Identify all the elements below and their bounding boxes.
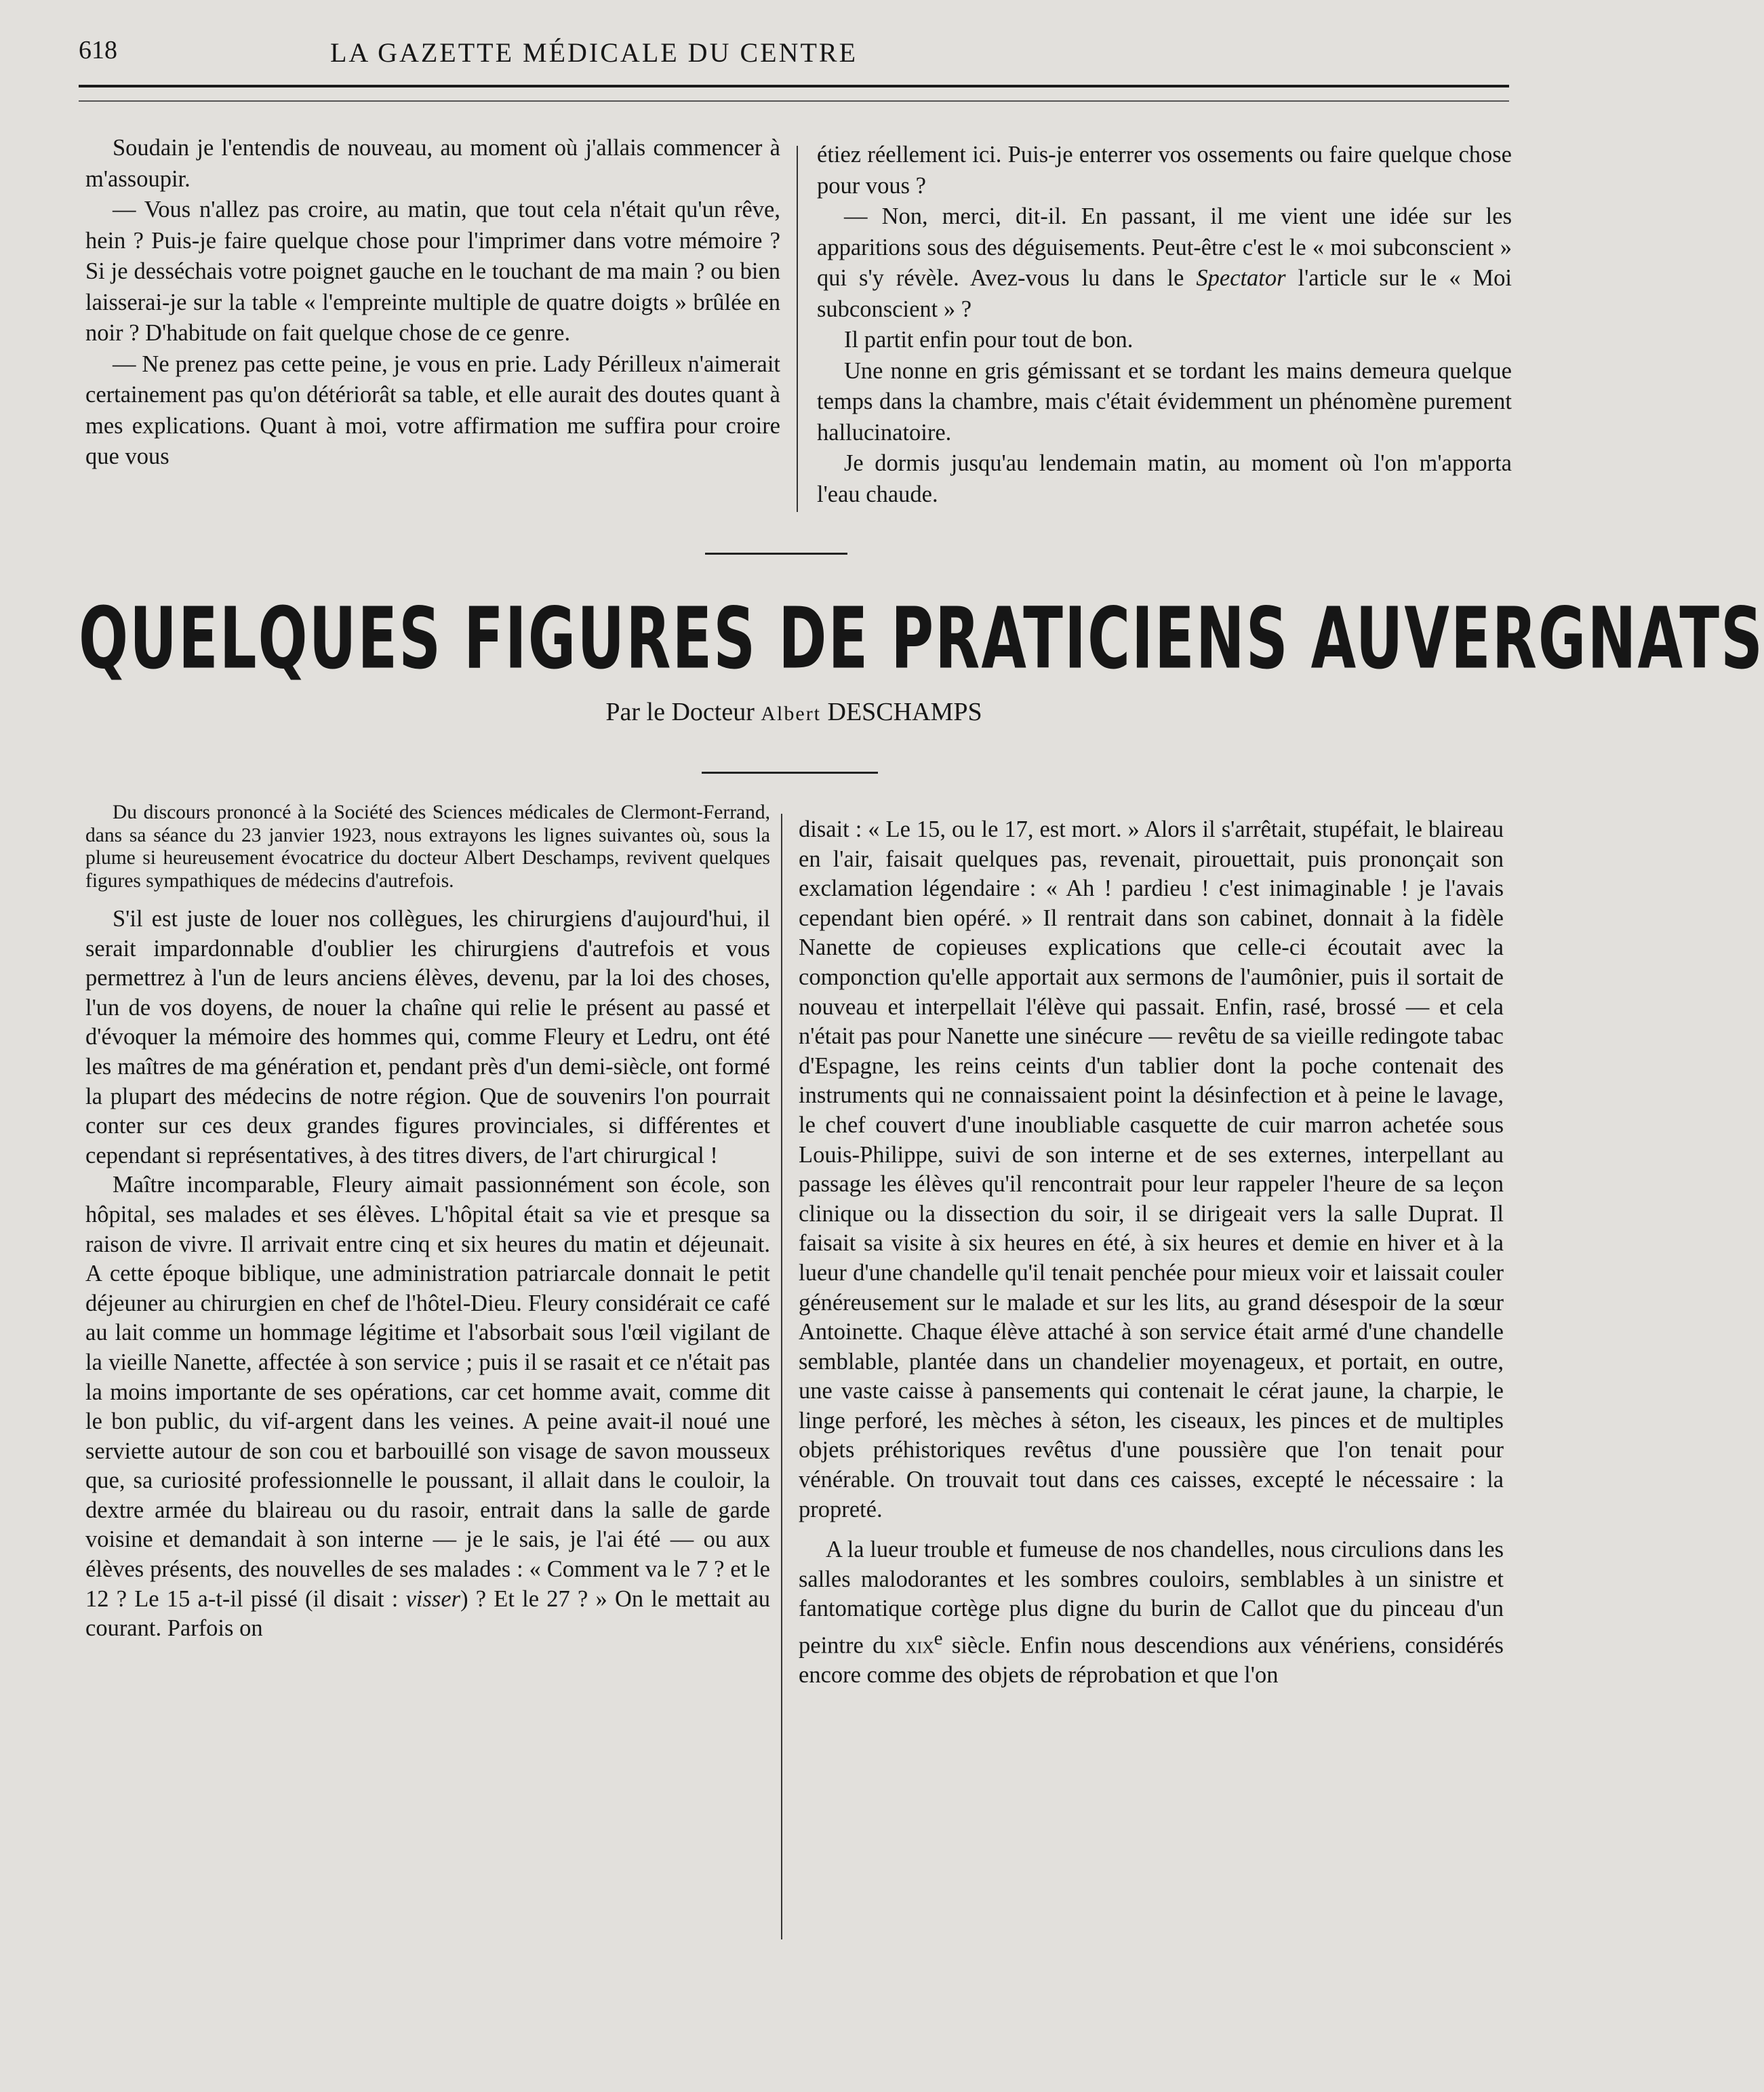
paragraph	[85, 1170, 770, 1644]
byline-prefix: Par le Docteur	[605, 698, 761, 726]
paragraph	[799, 1535, 1504, 1690]
paragraph: — Ne prenez pas cette peine, je vous en prie. Lady Périlleux n'aimerait certainement pas qu'on détériorât sa table, et elle aurait des doutes quant à mes explications. Quant à moi, votre affirmation me suffira pour croire que vous	[85, 351, 780, 469]
paragraph: — Vous n'allez pas croire, au matin, que tout cela n'était qu'un rêve, hein ? Puis-je faire quelque chose pour l'imprimer dans votre mémoire ? Si je desséchais votre poignet gauche en le touchant de ma main ? ou bien laisserai-je sur la table « l'empreinte multiple de quatre doigts » brûlée en noir ? D'habitude on fait quelque chose de ce genre.	[85, 197, 780, 346]
author-last-name: DESCHAMPS	[821, 698, 982, 726]
paragraph: S'il est juste de louer nos collègues, les chirurgiens d'aujourd'hui, il serait impardonnable d'oublier les chirurgiens d'autrefois et vous permettrez à l'un de leurs anciens élèves, devenu, par la loi des choses, l'un de vos doyens, de nouer la chaîne qui relie le présent au passé et d'évoquer la mémoire des hommes qui, comme Fleury et Ledru, ont été les maîtres de ma génération et, pendant près d'un demi-siècle, ont formé la plupart des médecins de notre région. Que de souvenirs l'on pourrait conter sur ces deux grandes figures provinciales, si différentes et cependant si représentatives, à des titres divers, de l'art chirurgical !	[85, 906, 770, 1168]
paragraph: Je dormis jusqu'au lendemain matin, au moment où l'on m'apporta l'eau chaude.	[817, 450, 1512, 507]
header-rule	[79, 85, 1509, 87]
section-rule	[705, 553, 847, 555]
article-byline	[79, 697, 1509, 727]
bottom-left-column	[85, 802, 770, 1644]
paragraph: disait : « Le 15, ou le 17, est mort. » Alors il s'arrêtait, stupéfait, le blaireau en l'air, faisait quelques pas, revenait, pirouettait, puis prononçait son exclamation légendaire : « Ah ! pardieu ! c'est inimaginable ! je l'avais cependant bien opéré. » Il rentrait dans son cabinet, donnait à la fidèle Nanette de copieuses explications que celle-ci écoutait avec la componction qu'elle apportait aux sermons de l'aumônier, puis il sortait de nouveau et interpellait l'élève qui passait. Enfin, rasé, brossé — et cela n'était pas pour Nanette une sinécure — revêtu de sa vieille redingote tabac d'Espagne, les reins ceints d'un tablier dont la poche contenait des instruments qui ne connaissaient point la désinfection et à peine le lavage, le chef couvert d'une inoubliable casquette de cuir marron achetée sous Louis-Philippe, suivi de son interne et de ses externes, interpellant au passage les élèves qu'il rencontrait pour leur rappeler l'heure de sa leçon clinique ou la dissection du soir, il se dirigeait vers la salle Duprat. Il faisait sa visite à six heures en été, à six heures et demie en hiver et à la lueur d'une chandelle qu'il tenait penchée pour mieux voir et laissait couler généreusement sur le malade et sur les lits, au grand désespoir de la sœur Antoinette. Chaque élève attaché à son service était armé d'une chandelle semblable, plantée dans un chandelier moyenageux, et portait, en outre, une vaste caisse à pansements qui contenait le cérat jaune, la charpie, le linge perforé, les mèches à séton, les ciseaux, les pinces et de multiples objets préhistoriques revêtus d'une poussière que l'on tenait pour vénérable. On trouvait tout dans ces caisses, excepté le nécessaire : la propreté.	[799, 816, 1504, 1522]
paragraph: Une nonne en gris gémissant et se tordant les mains demeura quelque temps dans la chambre, mais c'était évidemment un phénomène purement hallucinatoire.	[817, 357, 1512, 446]
section-rule	[702, 772, 878, 774]
italic-word: visser	[405, 1585, 461, 1612]
paragraph: Il partit enfin pour tout de bon.	[844, 327, 1134, 353]
top-right-column	[817, 140, 1512, 510]
header-rule-secondary	[79, 100, 1509, 102]
page-number: 618	[79, 36, 117, 64]
article-title: QUELQUES FIGURES DE PRATICIENS AUVERGNATS	[79, 590, 1764, 688]
column-divider	[781, 814, 782, 1939]
text-run: siècle. Enfin nous descendions aux vénériens, considérés encore comme des objets de réprobation et que l'on	[799, 1632, 1504, 1689]
text-run: — Non, merci, dit-il. En passant, il me vient une idée sur les apparitions sous des déguisements. Peut-être c'est le « moi subconscient » qui s'y révèle. Avez-vous lu dans le	[817, 203, 1512, 291]
text-run: l'article sur le « Moi subconscient » ?	[817, 265, 1512, 322]
century-superscript: e	[934, 1627, 943, 1650]
top-left-column	[85, 133, 780, 473]
page-header	[79, 35, 1509, 83]
paragraph: Soudain je l'entendis de nouveau, au moment où j'allais commencer à m'assoupir.	[85, 135, 780, 192]
text-run: ) ? Et le 27 ? » On le mettait au courant. Parfois on	[85, 1585, 770, 1642]
spectator-title: Spectator	[1196, 265, 1286, 291]
paragraph	[817, 201, 1512, 325]
running-title: LA GAZETTE MÉDICALE DU CENTRE	[329, 37, 858, 68]
column-divider	[797, 146, 798, 512]
century-numeral: xix	[905, 1632, 934, 1659]
editorial-intro: Du discours prononcé à la Société des Sciences médicales de Clermont-Ferrand, dans sa séance du 23 janvier 1923, nous extrayons les lignes suivantes où, sous la plume si heureusement évocatrice du docteur Albert Deschamps, revivent quelques figures sympathiques de médecins d'autrefois.	[85, 802, 770, 892]
text-run: Maître incomparable, Fleury aimait passionnément son école, son hôpital, ses malades et ses élèves. L'hôpital était sa vie et presque sa raison de vivre. Il arrivait entre cinq et six heures du matin et déjeunait. A cette époque biblique, une administration patriarcale donnait le petit déjeuner au chirurgien en chef de l'hôtel-Dieu. Fleury considérait ce café au lait comme un hommage légitime et l'absorbait sous l'œil vigilant de la vieille Nanette, affectée à son service ; puis il se rasait et ce n'était pas la moins importante de ses opérations, car cet homme avait, comme dit le bon public, du vif-argent dans les veines. A peine avait-il noué une serviette autour de son cou et barbouillé son visage de savon mousseux que, sa curiosité professionnelle le poussant, il allait dans le couloir, la dextre armée du blaireau ou du rasoir, entrait dans la salle de garde voisine et demandait à son interne — je le sais, je l'ai été — ou aux élèves présents, des nouvelles de ses malades : « Comment va le 7 ? et le 12 ? Le 15 a-t-il pissé (il disait :	[85, 1172, 770, 1612]
author-first-name: Albert	[761, 703, 822, 725]
text-run: A la lueur trouble et fumeuse de nos chandelles, nous circulions dans les salles malodorantes et les sombres couloirs, semblables à un sinistre et fantomatique cortège plus digne du burin de Callot que du pinceau d'un peintre du	[799, 1537, 1504, 1659]
paragraph: étiez réellement ici. Puis-je enterrer vos ossements ou faire quelque chose pour vous ?	[817, 142, 1512, 199]
bottom-right-column	[799, 815, 1504, 1691]
